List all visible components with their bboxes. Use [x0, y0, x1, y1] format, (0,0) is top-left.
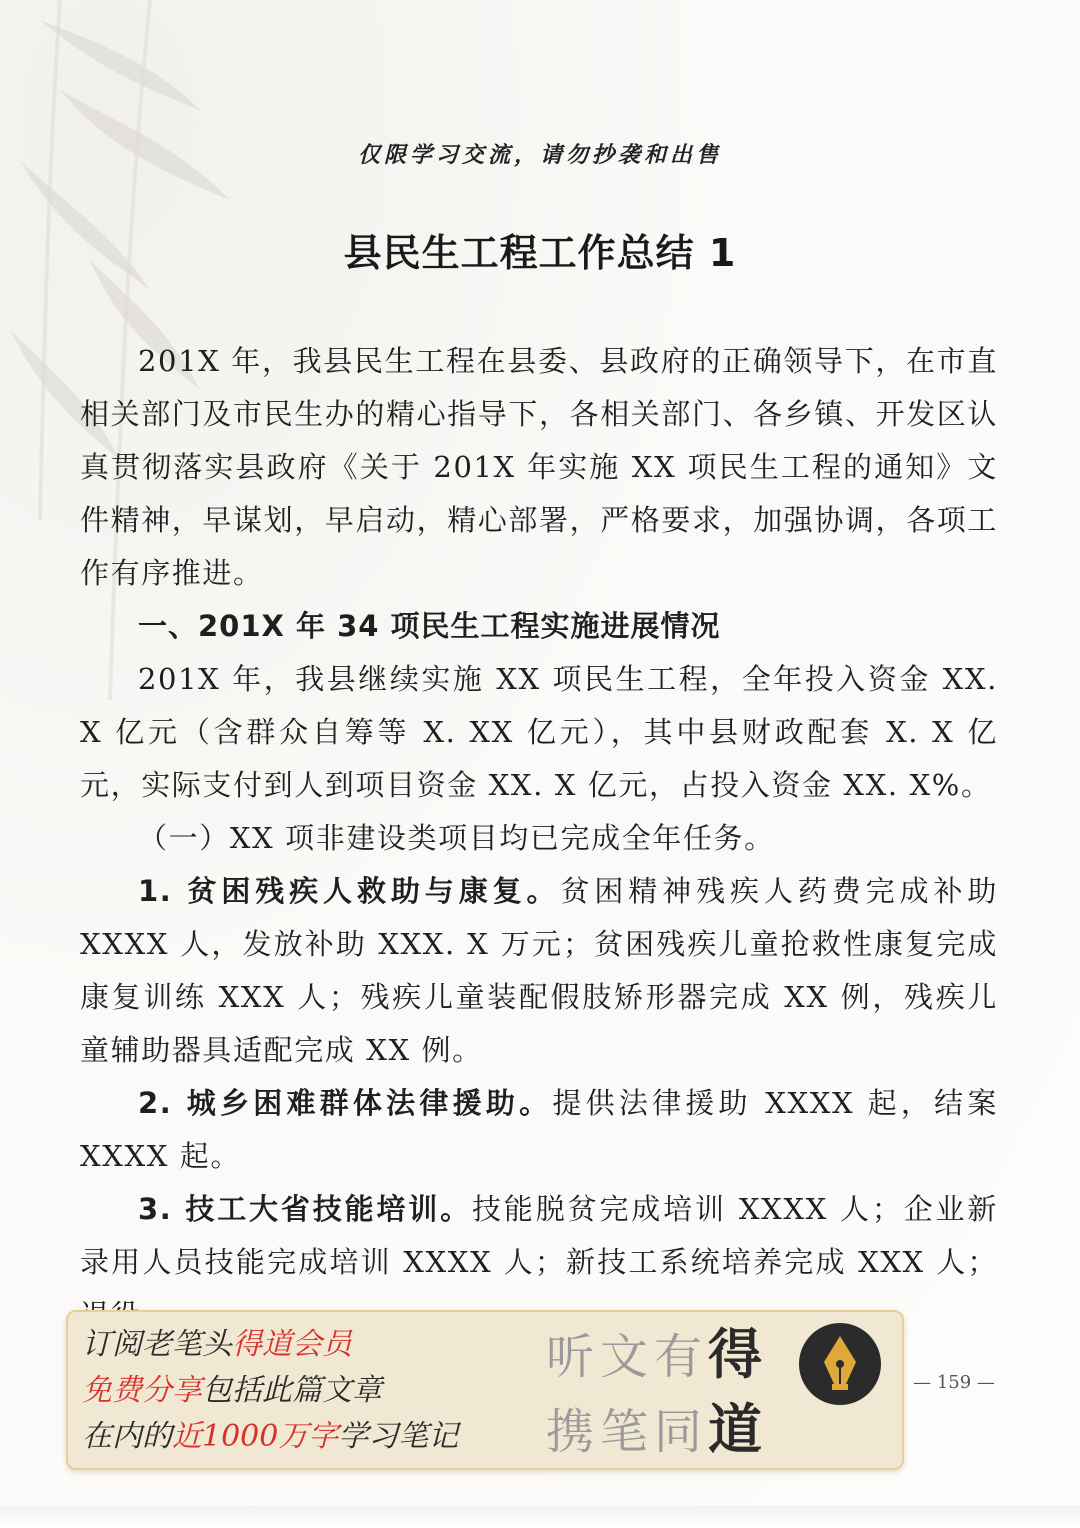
slogan-line: 听文有得	[546, 1322, 769, 1386]
item-text: 贫困精神残疾人药费完成补助 XXXX 人，发放补助 XXX. X 万元；贫困残疾儿童抢救性康复完成康复训练 XXX 人；残疾儿童装配假肢矫形器完成 XX 例，残疾儿童辅助器具适配完成 XX 例。	[80, 874, 998, 1067]
subscription-banner[interactable]	[66, 1310, 904, 1470]
page-number: — 159 —	[913, 1372, 995, 1393]
item-label: 1. 贫困残疾人救助与康复。	[138, 874, 561, 908]
list-item	[80, 1077, 998, 1183]
usage-notice: 仅限学习交流，请勿抄袭和出售	[357, 142, 722, 168]
item-text: 技能脱贫完成培训 XXXX 人；企业新录用人员技能完成培训 XXXX 人；新技工系统培养完成 XXX 人；	[80, 1192, 998, 1279]
item-text: 提供法律援助 XXXX 起，结案 XXXX 起。	[80, 1086, 998, 1173]
item-label: 3. 技工大省技能培训。	[138, 1192, 473, 1226]
subsection-heading: （一）XX 项非建设类项目均已完成全年任务。	[138, 821, 775, 855]
intro-paragraph: 201X 年，我县民生工程在县委、县政府的正确领导下，在市直相关部门及市民生办的精心指导下，各相关部门、各乡镇、开发区认真贯彻落实县政府《关于 201X 年实施 XX 项民生工程的通知》文件精神，早谋划，早启动，精心部署，严格要求，加强协调，各项工作有序推进。	[80, 344, 999, 590]
pen-nib-logo-icon	[798, 1322, 882, 1406]
banner-line: 在内的近1000万字学习笔记	[82, 1419, 459, 1454]
document-title: 县民生工程工作总结 1	[343, 231, 737, 275]
banner-line: 订阅老笔头得道会员	[82, 1327, 352, 1362]
banner-text	[82, 1322, 502, 1460]
document-body	[80, 335, 998, 1342]
page-bottom-edge	[0, 1506, 1080, 1528]
summary-paragraph: 201X 年，我县继续实施 XX 项民生工程，全年投入资金 XX. X 亿元（含群众自筹等 X. XX 亿元），其中县财政配套 X. X 亿元，实际支付到人到项目资金 XX. X 亿元，占投入资金 XX. X%。	[80, 662, 998, 802]
banner-line: 免费分享包括此篇文章	[82, 1373, 382, 1408]
section-heading: 一、201X 年 34 项民生工程实施进展情况	[138, 609, 721, 643]
slogan-line: 携笔同道	[546, 1397, 769, 1461]
item-label: 2. 城乡困难群体法律援助。	[138, 1086, 553, 1120]
list-item	[80, 865, 998, 1077]
